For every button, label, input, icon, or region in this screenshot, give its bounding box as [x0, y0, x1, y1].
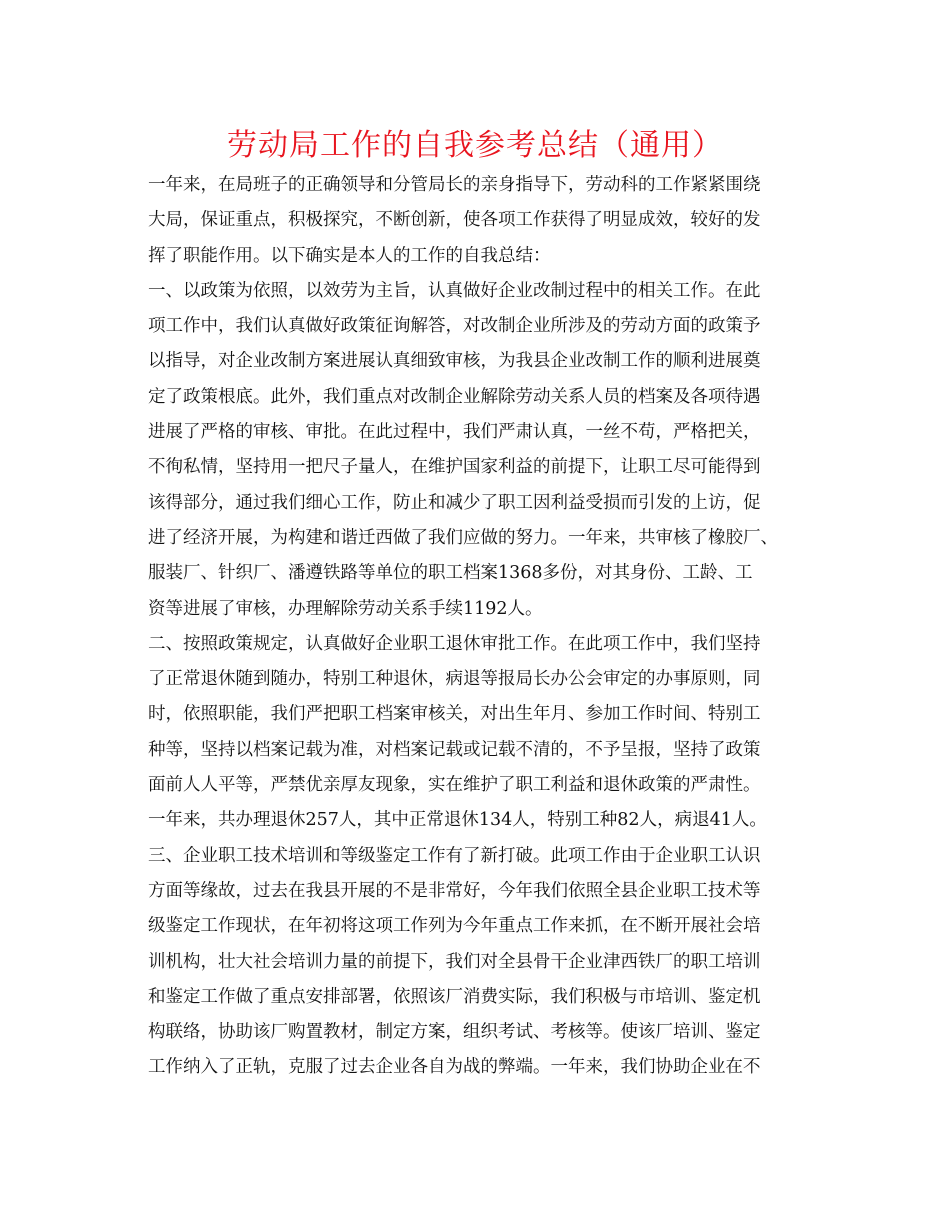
text-line: 资等进展了审核，办理解除劳动关系手续1192人。	[148, 598, 543, 619]
text-line: 挥了职能作用。以下确实是本人的工作的自我总结：	[148, 245, 551, 266]
text-line: 进了经济开展，为构建和谐迁西做了我们应做的努力。一年来，共审核了橡胶厂、	[148, 527, 778, 548]
text-line: 时，依照职能，我们严把职工档案审核关，对出生年月、参加工作时间、特别工	[148, 704, 761, 725]
text-line: 该得部分，通过我们细心工作，防止和减少了职工因利益受损而引发的上访，促	[148, 492, 761, 513]
document-title: 劳动局工作的自我参考总结（通用）	[227, 128, 723, 163]
text-line: 大局，保证重点，积极探究，不断创新，使各项工作获得了明显成效，较好的发	[148, 210, 761, 231]
text-line: 一年来，在局班子的正确领导和分管局长的亲身指导下，劳动科的工作紧紧围绕	[148, 175, 761, 195]
text-line: 了正常退休随到随办，特别工种退休，病退等报局长办公会审定的办事原则，同	[148, 669, 761, 690]
text-line: 训机构，壮大社会培训力量的前提下，我们对全县骨干企业津西铁厂的职工培训	[148, 951, 761, 972]
text-line: 项工作中，我们认真做好政策征询解答，对改制企业所涉及的劳动方面的政策予	[148, 316, 761, 337]
text-line: 以指导，对企业改制方案进展认真细致审核，为我县企业改制工作的顺利进展奠	[148, 351, 761, 372]
text-line: 服装厂、针织厂、潘遵铁路等单位的职工档案1368多份，对其身份、工龄、工	[148, 563, 753, 584]
text-line: 三、企业职工技术培训和等级鉴定工作有了新打破。此项工作由于企业职工认识	[148, 845, 761, 866]
text-line: 进展了严格的审核、审批。在此过程中，我们严肃认真，一丝不苟，严格把关，	[148, 422, 761, 443]
text-line: 一年来，共办理退休257人，其中正常退休134人，特别工种82人，病退41人。	[148, 810, 767, 831]
text-line: 面前人人平等，严禁优亲厚友现象，实在维护了职工利益和退休政策的严肃性。	[148, 775, 761, 796]
text-line: 和鉴定工作做了重点安排部署，依照该厂消费实际，我们积极与市培训、鉴定机	[148, 986, 761, 1007]
text-line: 种等，坚持以档案记载为准，对档案记载或记载不清的，不予呈报，坚持了政策	[148, 739, 761, 760]
text-line: 定了政策根底。此外，我们重点对改制企业解除劳动关系人员的档案及各项待遇	[148, 386, 761, 407]
text-line: 构联络，协助该厂购置教材，制定方案，组织考试、考核等。使该厂培训、鉴定	[148, 1022, 761, 1043]
text-line: 级鉴定工作现状，在年初将这项工作列为今年重点工作来抓，在不断开展社会培	[148, 916, 761, 937]
text-line: 一、以政策为依照，以效劳为主旨，认真做好企业改制过程中的相关工作。在此	[148, 280, 761, 301]
text-line: 工作纳入了正轨，克服了过去企业各自为战的弊端。一年来，我们协助企业在不	[148, 1057, 761, 1078]
text-line: 二、按照政策规定，认真做好企业职工退休审批工作。在此项工作中，我们坚持	[148, 633, 761, 654]
document-body	[148, 168, 828, 1086]
text-line: 方面等缘故，过去在我县开展的不是非常好，今年我们依照全县企业职工技术等	[148, 880, 761, 901]
text-line: 不徇私情，坚持用一把尺子量人，在维护国家利益的前提下，让职工尽可能得到	[148, 457, 761, 478]
